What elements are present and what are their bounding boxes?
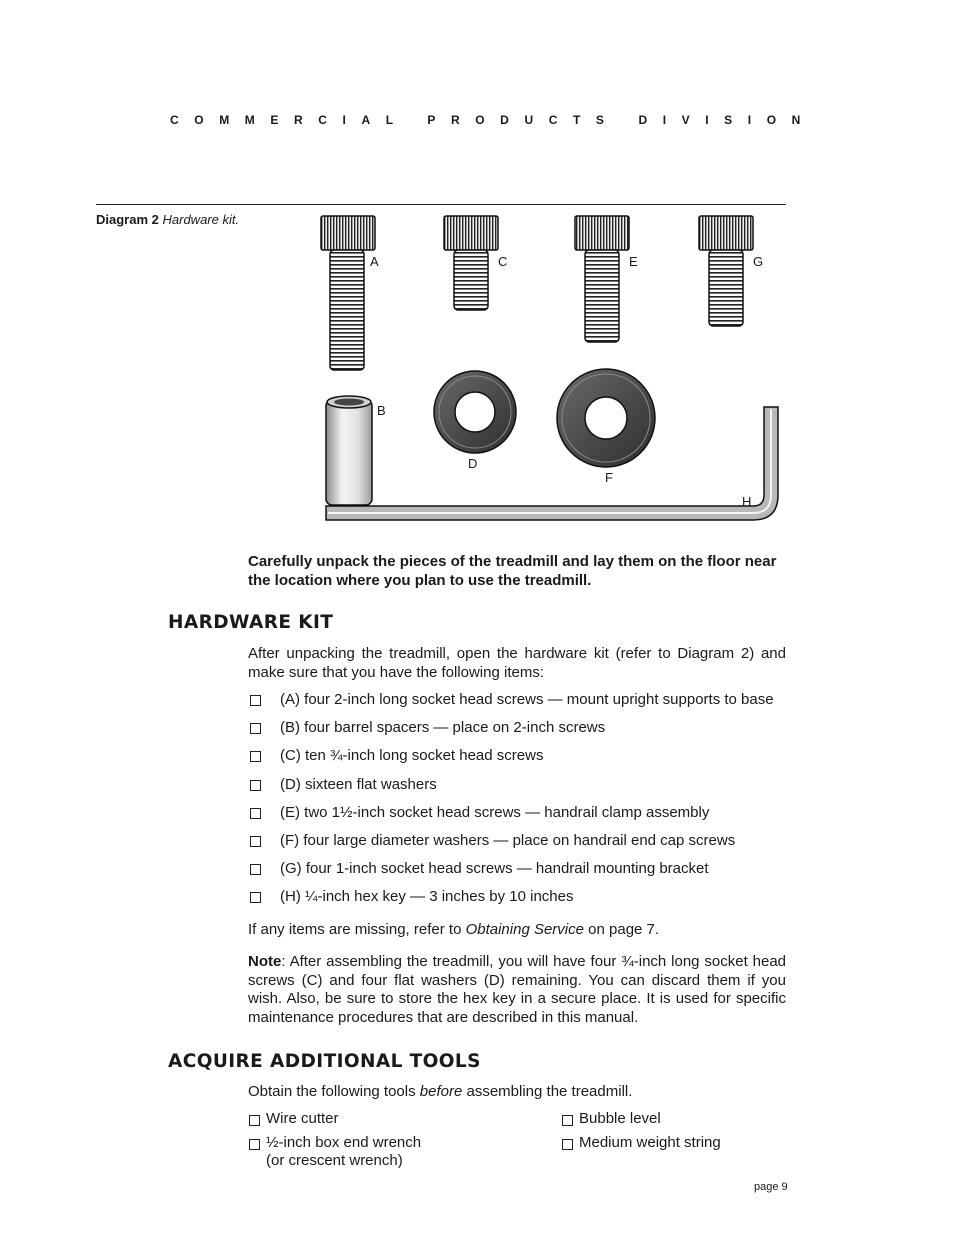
checkbox-icon	[250, 864, 261, 875]
diagram-caption	[96, 212, 239, 227]
hardware-illustration	[318, 212, 788, 542]
diagram-title: Hardware kit.	[162, 212, 240, 227]
washer-f	[557, 369, 655, 467]
hardware-kit-lead: After unpacking the treadmill, open the hardware kit (refer to Diagram 2) and make sure that you have the following items:	[248, 645, 786, 681]
checkbox-icon	[250, 808, 261, 819]
tools-list-left	[248, 1110, 421, 1176]
checkbox-icon	[250, 892, 261, 903]
checkbox-icon	[562, 1139, 573, 1150]
checkbox-icon	[250, 836, 261, 847]
list-item: Wire cutter	[248, 1110, 421, 1128]
checkbox-icon	[250, 695, 261, 706]
checkbox-icon	[249, 1139, 260, 1150]
list-item: (C) ten ¾-inch long socket head screws	[248, 746, 788, 774]
label-h: H	[742, 494, 752, 509]
note-label: Note	[248, 953, 282, 970]
assembly-note: Note: After assembling the treadmill, you will have four ¾-inch long socket head screws (C) and four flat washers (D) remaining. You can discard them if you wish. Also, be sure to store the hex key in a secure place. It is used for specific maintenance procedures that are described in this manual.	[248, 953, 786, 1026]
checkbox-icon	[250, 751, 261, 762]
list-item: (D) sixteen flat washers	[248, 775, 788, 803]
list-item: (F) four large diameter washers — place on handrail end cap screws	[248, 831, 788, 859]
checkbox-icon	[250, 780, 261, 791]
label-a: A	[370, 254, 379, 269]
hardware-kit-heading: HARDWARE KIT	[168, 612, 334, 633]
washer-d	[434, 371, 516, 453]
screw-c	[444, 216, 498, 310]
checkbox-icon	[249, 1115, 260, 1126]
list-item: (A) four 2-inch long socket head screws — mount upright supports to base	[248, 690, 788, 718]
hardware-kit-diagram	[318, 212, 788, 542]
label-f: F	[605, 470, 613, 485]
additional-tools-heading: ACQUIRE ADDITIONAL TOOLS	[168, 1051, 481, 1072]
divider-line	[96, 204, 786, 205]
running-header: COMMERCIAL PRODUCTS DIVISION	[170, 113, 816, 127]
tools-lead: Obtain the following tools before assembling the treadmill.	[248, 1083, 633, 1100]
label-b: B	[377, 403, 386, 418]
screw-g	[699, 216, 753, 326]
hardware-checklist	[248, 690, 788, 916]
list-item: ½-inch box end wrench (or crescent wrench)	[248, 1134, 421, 1170]
list-item: Medium weight string	[561, 1134, 721, 1152]
missing-items-note: If any items are missing, refer to Obtaining Service on page 7.	[248, 921, 660, 938]
hex-key-h	[326, 407, 778, 520]
page-number: page 9	[754, 1181, 788, 1193]
tools-list-right	[561, 1110, 721, 1158]
screw-e	[575, 216, 629, 342]
list-item: (H) ¼-inch hex key — 3 inches by 10 inches	[248, 887, 788, 915]
checkbox-icon	[562, 1115, 573, 1126]
unpack-instruction: Carefully unpack the pieces of the treadmill and lay them on the floor near the location where you plan to use the treadmill.	[248, 553, 777, 589]
label-d: D	[468, 456, 478, 471]
barrel-spacer-b	[326, 396, 372, 505]
label-g: G	[753, 254, 764, 269]
list-item: Bubble level	[561, 1110, 721, 1128]
list-item: (E) two 1½-inch socket head screws — handrail clamp assembly	[248, 803, 788, 831]
label-c: C	[498, 254, 508, 269]
diagram-number: Diagram 2	[96, 212, 159, 227]
checkbox-icon	[250, 723, 261, 734]
list-item: (G) four 1-inch socket head screws — handrail mounting bracket	[248, 859, 788, 887]
label-e: E	[629, 254, 638, 269]
before-emphasis: before	[419, 1083, 463, 1100]
service-reference: Obtaining Service	[465, 921, 584, 938]
screw-a	[321, 216, 375, 370]
list-item: (B) four barrel spacers — place on 2-inch screws	[248, 718, 788, 746]
